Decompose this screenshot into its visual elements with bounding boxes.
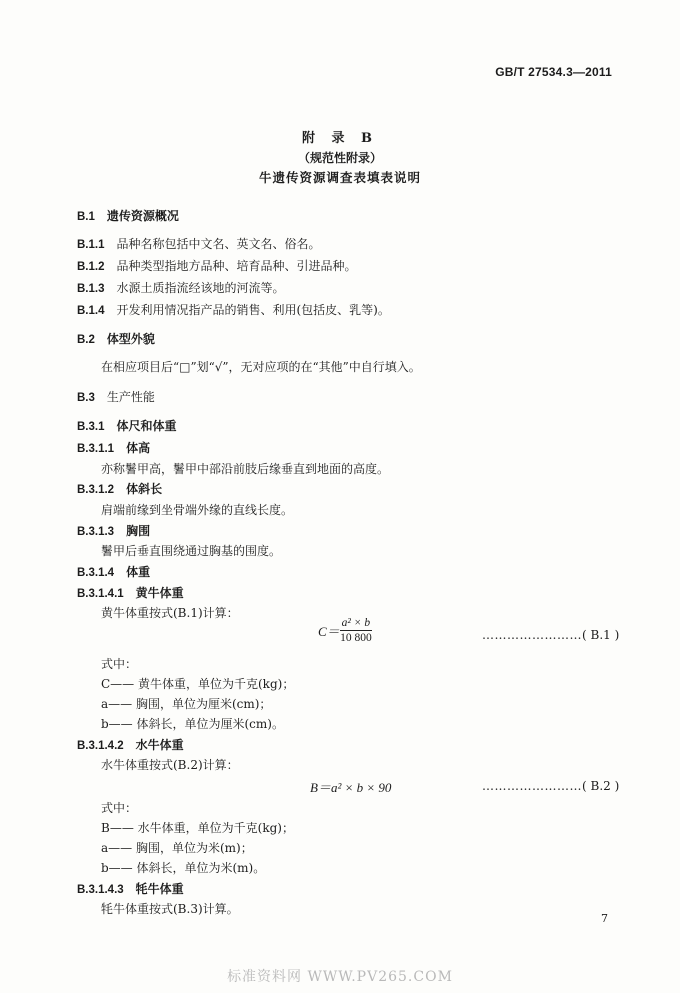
section-title: 体型外貌 [106,332,155,346]
formula-fraction [340,617,372,644]
clause-title: 体斜长 [126,482,163,496]
clause-title: 牦牛体重 [135,882,184,896]
clause-text: 开发利用情况指产品的销售、利用(包括皮、乳等)。 [116,303,390,317]
formula-b2: B＝a² × b × 90 [310,780,392,795]
dot-leader: …………………… [482,779,582,793]
clause-title: 体重 [126,565,151,579]
formula-b2-def-b: B—— 水牛体重，单位为千克(kg)； [101,821,294,835]
formula-b1-def-c: C—— 黄牛体重，单位为千克(kg)； [101,677,295,691]
section-number: B.2 [77,334,95,346]
clause-b311 [77,440,150,457]
formula-b1-intro: 黄牛体重按式(B.1)计算： [101,606,239,620]
clause-number: B.1.2 [77,261,105,273]
annex-name: 牛遗传资源调查表填表说明 [258,170,421,185]
clause-text: 品种类型指地方品种、培育品种、引进品种。 [116,259,357,273]
clause-title: 体高 [126,441,151,455]
section-b2-heading [77,331,155,348]
section-number: B.3 [77,392,95,404]
formula-b1-number [482,627,619,643]
formula-b1 [318,617,372,644]
clause-title: 胸围 [126,524,151,538]
formula-lhs: C＝ [318,624,340,639]
clause-b3142 [77,737,184,754]
equation-number: ( B.2 ) [582,779,620,793]
clause-text: 品种名称包括中文名、英文名、俗名。 [116,237,321,251]
formula-b1-where: 式中： [101,657,138,671]
clause-b312 [77,481,162,498]
clause-title: 水牛体重 [135,738,184,752]
clause-number: B.3.1.4 [77,567,115,579]
formula-b2-def-a: a—— 胸围，单位为米(m)； [101,841,253,855]
page-number: 7 [601,912,608,925]
clause-b14 [77,302,390,319]
clause-title: 体尺和体重 [116,419,177,433]
section-b2-text: 在相应项目后“□”划“√”，无对应项的在“其他”中自行填入。 [101,360,421,374]
clause-number: B.1.4 [77,305,105,317]
clause-number: B.1.3 [77,283,105,295]
clause-b314 [77,564,150,581]
formula-b2-number [482,778,619,794]
clause-number: B.3.1.3 [77,526,115,538]
clause-number: B.3.1.2 [77,484,115,496]
section-title: 生产性能 [106,390,155,404]
formula-numerator: a² × b [341,617,371,629]
clause-b311-text: 亦称鬐甲高，鬐甲中部沿前肢后缘垂直到地面的高度。 [101,462,390,476]
formula-b1-def-a: a—— 胸围，单位为厘米(cm)； [101,697,272,711]
equation-number: ( B.1 ) [582,628,620,642]
clause-number: B.1.1 [77,239,105,251]
formula-b2-intro: 水牛体重按式(B.2)计算： [101,758,239,772]
clause-b31 [77,418,177,435]
clause-b12 [77,258,357,275]
clause-b313 [77,523,150,540]
clause-b11 [77,236,321,253]
watermark: 标准资料网 WWW.PV265.COM [227,969,453,985]
standard-number: GB/T 27534.3—2011 [495,65,612,79]
clause-number: B.3.1.4.1 [77,588,124,600]
clause-number: B.3.1.4.3 [77,884,124,896]
clause-b3141 [77,585,184,602]
formula-b1-def-b: b—— 体斜长，单位为厘米(cm)。 [101,717,284,731]
section-b3-heading [77,389,155,406]
annex-type: （规范性附录） [297,151,382,165]
dot-leader: …………………… [482,628,582,642]
clause-number: B.3.1 [77,421,105,433]
section-b1-heading [77,208,179,225]
formula-b2-def-b2: b—— 体斜长，单位为米(m)。 [101,861,266,875]
clause-number: B.3.1.1 [77,443,115,455]
clause-b13 [77,280,285,297]
clause-text: 水源土质指流经该地的河流等。 [116,281,285,295]
formula-b2-where: 式中： [101,801,138,815]
section-title: 遗传资源概况 [106,209,179,223]
annex-title: 附 录 B [301,131,379,146]
clause-number: B.3.1.4.2 [77,740,124,752]
clause-b3143 [77,881,184,898]
clause-title: 黄牛体重 [135,586,184,600]
clause-b3143-text: 牦牛体重按式(B.3)计算。 [101,902,239,916]
section-number: B.1 [77,211,95,223]
clause-b312-text: 肩端前缘到坐骨端外缘的直线长度。 [101,503,294,517]
clause-b313-text: 鬐甲后垂直围绕通过胸基的围度。 [101,544,282,558]
formula-denominator: 10 800 [340,632,372,644]
